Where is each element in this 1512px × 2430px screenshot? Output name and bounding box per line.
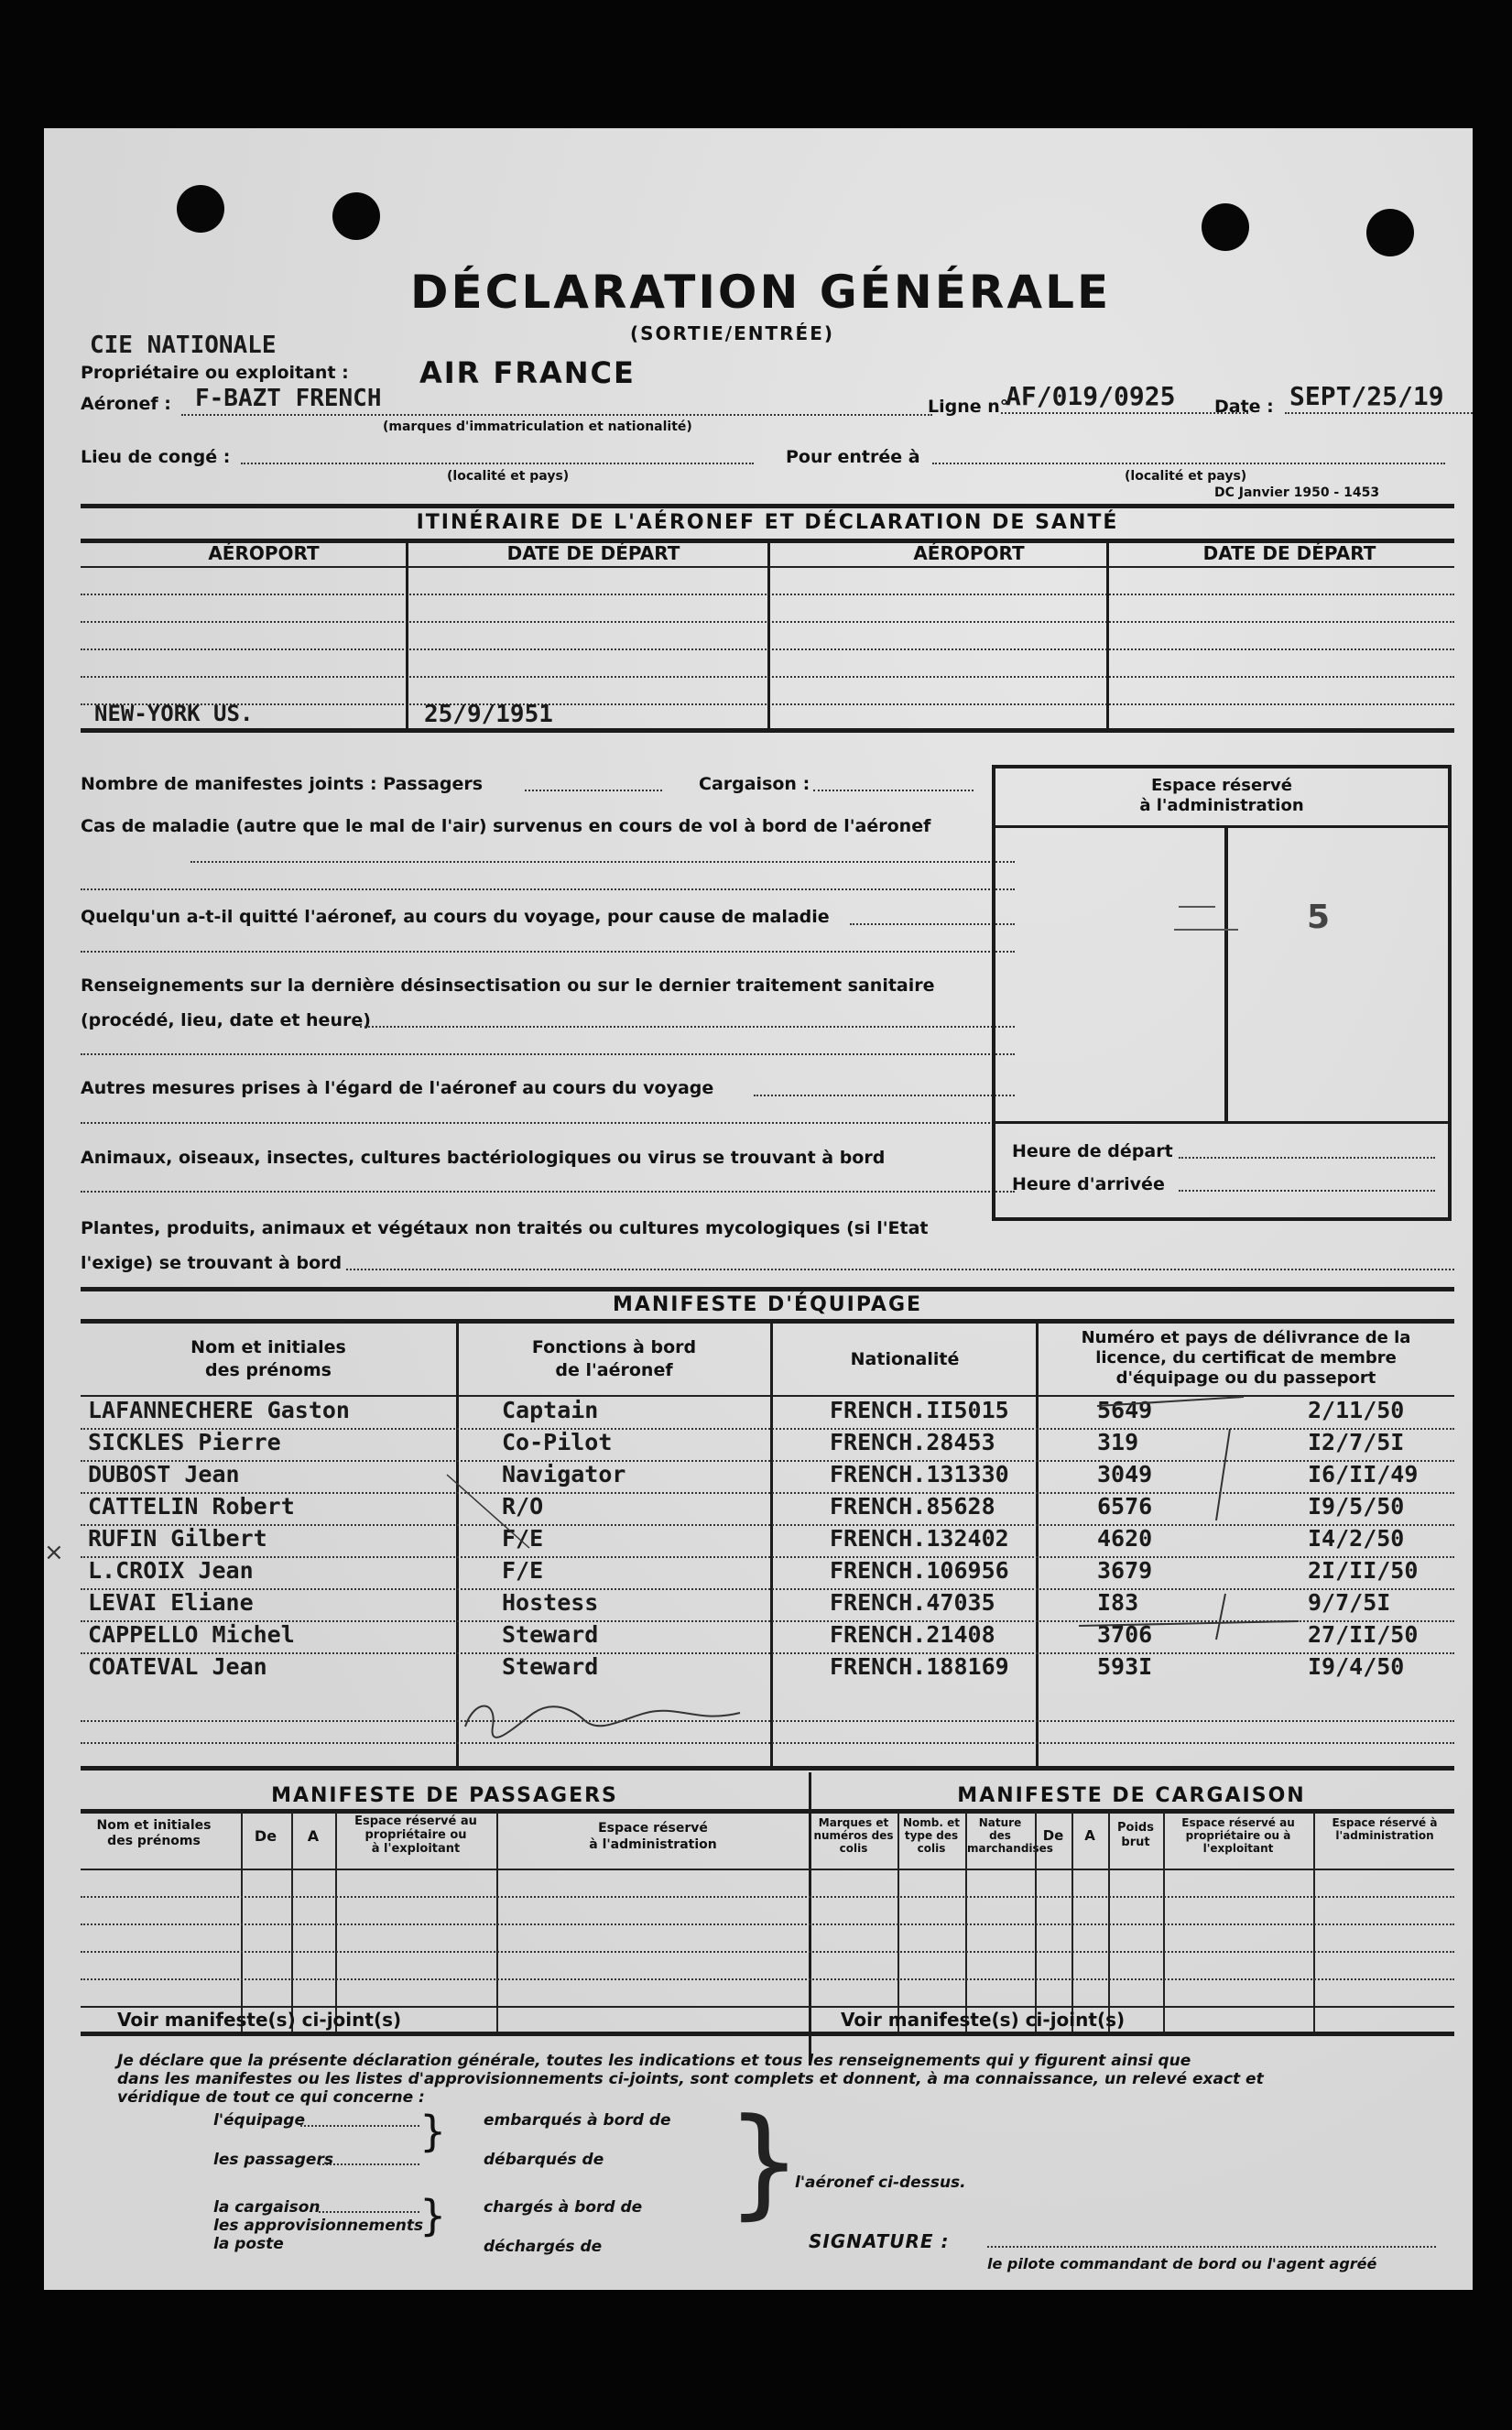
crew-nationality: FRENCH.85628: [830, 1493, 995, 1520]
declaration-text-3: véridique de tout ce qui concerne :: [117, 2088, 425, 2107]
cargo-col-from: De: [1042, 1827, 1064, 1844]
admin-box-title: Espace réservé: [1150, 776, 1292, 795]
crew-signature-scribble: [447, 1685, 749, 1749]
crew-name: LEVAI Eliane: [88, 1589, 254, 1616]
big-brace: }: [726, 2092, 802, 2231]
crew-function: Steward: [502, 1621, 599, 1648]
crew-function: Navigator: [502, 1461, 626, 1487]
crew-nationality: FRENCH.132402: [830, 1525, 1009, 1552]
cargo-col-weight: Poids brut: [1117, 1821, 1154, 1849]
aircraft-value: F-BAZT FRENCH: [195, 385, 382, 412]
brace: }: [419, 2107, 447, 2156]
form-subtitle: (SORTIE/ENTRÉE): [630, 322, 835, 344]
punch-hole: [1202, 203, 1249, 251]
cargo-col-to: A: [1084, 1827, 1095, 1844]
pass-col-to: A: [307, 1827, 320, 1845]
crew-nationality: FRENCH.188169: [830, 1653, 1009, 1680]
crew-licence-date: 2I/II/50: [1308, 1557, 1419, 1584]
date-value: SEPT/25/19: [1289, 381, 1444, 411]
question-animals: Animaux, oiseaux, insectes, cultures bactériologiques ou virus se trouvant à bord: [81, 1148, 886, 1168]
crew-nationality: FRENCH.28453: [830, 1429, 995, 1455]
question-disinsection-detail: (procédé, lieu, date et heure): [81, 1010, 371, 1030]
question-disinsection: Renseignements sur la dernière désinsectisation ou sur le dernier traitement sanitaire: [81, 975, 935, 996]
crew-function-strokes: [438, 1466, 548, 1557]
pass-col-admin: Espace réservé: [598, 1821, 708, 1836]
punch-hole: [177, 185, 224, 233]
line-label: Ligne n°: [928, 397, 1009, 417]
crew-col-licence-2: licence, du certificat de membre: [1095, 1348, 1397, 1368]
decl-cargo: la cargaison: [213, 2198, 321, 2217]
entry-note: (localité et pays): [1125, 469, 1247, 484]
declaration-form: [44, 128, 1473, 2290]
decl-mail: la poste: [213, 2235, 284, 2253]
crew-licence-number: I83: [1097, 1589, 1139, 1616]
cargo-count-label: Cargaison :: [699, 774, 810, 794]
crew-col-function-sub: de l'aéronef: [555, 1360, 673, 1380]
crew-licence-date: I6/II/49: [1308, 1461, 1419, 1487]
crew-cross-mark: ×: [44, 1539, 64, 1566]
signatory-label: le pilote commandant de bord ou l'agent agréé: [987, 2255, 1377, 2272]
crew-name: RUFIN Gilbert: [88, 1525, 267, 1552]
question-plants-detail: l'exige) se trouvant à bord: [81, 1253, 343, 1273]
crew-licence-number: 593I: [1097, 1653, 1153, 1680]
pass-col-admin-2: à l'administration: [589, 1837, 717, 1852]
decl-unloaded: déchargés de: [484, 2238, 603, 2256]
pass-col-owner-2: propriétaire ou: [364, 1828, 467, 1842]
question-sickness: Cas de maladie (autre que le mal de l'air) survenus en cours de vol à bord de l'aéronef: [81, 816, 931, 836]
decl-loaded: chargés à bord de: [484, 2198, 643, 2217]
crew-col-nationality: Nationalité: [850, 1349, 960, 1369]
signature-label: SIGNATURE :: [809, 2230, 950, 2252]
departure-time-label: Heure de départ: [1012, 1141, 1173, 1161]
passenger-manifest-title: MANIFESTE DE PASSAGERS: [271, 1784, 618, 1807]
cargo-manifest-title: MANIFESTE DE CARGAISON: [957, 1784, 1306, 1807]
cargo-col-admin: Espace réservé à l'administration: [1332, 1816, 1438, 1842]
crew-col-licence: Numéro et pays de délivrance de la: [1081, 1328, 1411, 1347]
punch-hole: [332, 192, 380, 240]
company-name: CIE NATIONALE: [90, 332, 277, 359]
punch-hole: [1366, 209, 1414, 256]
cargo-col-nature: Nature des marchandises: [967, 1816, 1053, 1855]
decl-disembarked: débarqués de: [484, 2151, 604, 2169]
decl-passengers: les passagers: [213, 2151, 333, 2169]
decl-embarked: embarqués à bord de: [484, 2111, 671, 2130]
owner-label: Propriétaire ou exploitant :: [81, 363, 349, 383]
crew-nationality: FRENCH.47035: [830, 1589, 995, 1616]
aircraft-note: (marques d'immatriculation et nationalité): [383, 420, 692, 434]
crew-function: Steward: [502, 1653, 599, 1680]
crew-licence-number: 3679: [1097, 1557, 1153, 1584]
line-value: AF/019/0925: [1006, 381, 1176, 411]
crew-nationality: FRENCH.21408: [830, 1621, 995, 1648]
leave-note: (localité et pays): [447, 469, 570, 484]
crew-manifest-title: MANIFESTE D'ÉQUIPAGE: [612, 1293, 923, 1316]
question-other-measures: Autres mesures prises à l'égard de l'aéronef au cours du voyage: [81, 1078, 714, 1098]
crew-col-name-sub: des prénoms: [205, 1360, 332, 1380]
crew-licence-date: I9/4/50: [1308, 1653, 1405, 1680]
pass-col-owner-3: à l'exploitant: [371, 1842, 461, 1856]
crew-licence-date: I4/2/50: [1308, 1525, 1405, 1552]
crew-col-name: Nom et initiales: [190, 1337, 346, 1357]
cargo-col-owner: Espace réservé au propriétaire ou à l'exploitant: [1181, 1816, 1295, 1855]
form-title: DÉCLARATION GÉNÉRALE: [410, 266, 1112, 319]
crew-annotations: [1061, 1392, 1445, 1667]
pass-col-from: De: [254, 1827, 277, 1845]
admin-mark: 5: [1307, 899, 1331, 936]
crew-name: CAPPELLO Michel: [88, 1621, 295, 1648]
question-left-aircraft: Quelqu'un a-t-il quitté l'aéronef, au cours du voyage, pour cause de maladie: [81, 907, 830, 927]
decl-aircraft: l'aéronef ci-dessus.: [795, 2174, 966, 2192]
crew-licence-date: 27/II/50: [1308, 1621, 1419, 1648]
crew-nationality: FRENCH.131330: [830, 1461, 1009, 1487]
itinerary-airport: NEW-YORK US.: [94, 701, 254, 726]
crew-licence-date: 2/11/50: [1308, 1397, 1405, 1423]
crew-function: F/E: [502, 1557, 544, 1584]
crew-col-licence-3: d'équipage ou du passeport: [1115, 1368, 1376, 1388]
crew-name: L.CROIX Jean: [88, 1557, 254, 1584]
admin-box-subtitle: à l'administration: [1139, 796, 1304, 815]
crew-name: COATEVAL Jean: [88, 1653, 267, 1680]
itinerary-col-date: DATE DE DÉPART: [506, 542, 680, 564]
crew-licence-number: 3049: [1097, 1461, 1153, 1487]
crew-name: CATTELIN Robert: [88, 1493, 295, 1520]
declaration-text: Je déclare que la présente déclaration générale, toutes les indications et tous les renseignements qui y figurent ainsi que: [117, 2052, 1191, 2070]
itinerary-col-airport: AÉROPORT: [208, 542, 320, 564]
owner-value: AIR FRANCE: [419, 355, 636, 390]
date-label: Date :: [1214, 397, 1274, 417]
crew-licence-date: I9/5/50: [1308, 1493, 1405, 1520]
decl-crew: l'équipage: [213, 2111, 305, 2130]
crew-licence-number: 319: [1097, 1429, 1139, 1455]
pass-col-name: Nom et initiales: [96, 1818, 212, 1833]
itinerary-col-date: DATE DE DÉPART: [1202, 542, 1376, 564]
crew-function: Hostess: [502, 1589, 599, 1616]
arrival-time-label: Heure d'arrivée: [1012, 1174, 1165, 1194]
cargo-see-attached: Voir manifeste(s) ci-joint(s): [841, 2009, 1126, 2031]
pass-col-name-sub: des prénoms: [107, 1834, 201, 1848]
crew-function: Captain: [502, 1397, 599, 1423]
crew-licence-number: 3706: [1097, 1621, 1153, 1648]
crew-name: DUBOST Jean: [88, 1461, 240, 1487]
itinerary-title: ITINÉRAIRE DE L'AÉRONEF ET DÉCLARATION DE SANTÉ: [416, 511, 1119, 534]
aircraft-label: Aéronef :: [81, 394, 171, 414]
admin-reserved-box: [992, 765, 1452, 1221]
cargo-col-marks: Marques et numéros des colis: [813, 1816, 894, 1855]
crew-name: LAFANNECHERE Gaston: [88, 1397, 350, 1423]
declaration-text-2: dans les manifestes ou les listes d'approvisionnements ci-joints, sont complets et donnent, à ma connaissance, un relevé exact et: [117, 2070, 1264, 2088]
crew-function: R/O: [502, 1493, 544, 1520]
crew-licence-number: 5649: [1097, 1397, 1153, 1423]
question-plants: Plantes, produits, animaux et végétaux non traités ou cultures mycologiques (si l'Etat: [81, 1218, 929, 1238]
crew-licence-date: 9/7/5I: [1308, 1589, 1391, 1616]
passenger-see-attached: Voir manifeste(s) ci-joint(s): [117, 2009, 402, 2031]
crew-licence-number: 4620: [1097, 1525, 1153, 1552]
itinerary-date: 25/9/1951: [424, 701, 553, 728]
pass-col-owner: Espace réservé au: [354, 1814, 477, 1828]
crew-function: Co-Pilot: [502, 1429, 613, 1455]
crew-licence-date: I2/7/5I: [1308, 1429, 1405, 1455]
form-reference: DC Janvier 1950 - 1453: [1214, 485, 1380, 500]
cargo-col-count: Nomb. et type des colis: [903, 1816, 960, 1855]
itinerary-col-airport: AÉROPORT: [913, 542, 1025, 564]
crew-col-function: Fonctions à bord: [531, 1337, 697, 1357]
brace: }: [419, 2191, 447, 2240]
decl-supplies: les approvisionnements: [213, 2217, 424, 2235]
crew-name: SICKLES Pierre: [88, 1429, 281, 1455]
crew-licence-number: 6576: [1097, 1493, 1153, 1520]
crew-nationality: FRENCH.II5015: [830, 1397, 1009, 1423]
leave-label: Lieu de congé :: [81, 447, 231, 467]
crew-function: F/E: [502, 1525, 544, 1552]
crew-nationality: FRENCH.106956: [830, 1557, 1009, 1584]
entry-label: Pour entrée à: [786, 447, 920, 467]
manifests-label: Nombre de manifestes joints : Passagers: [81, 774, 484, 794]
